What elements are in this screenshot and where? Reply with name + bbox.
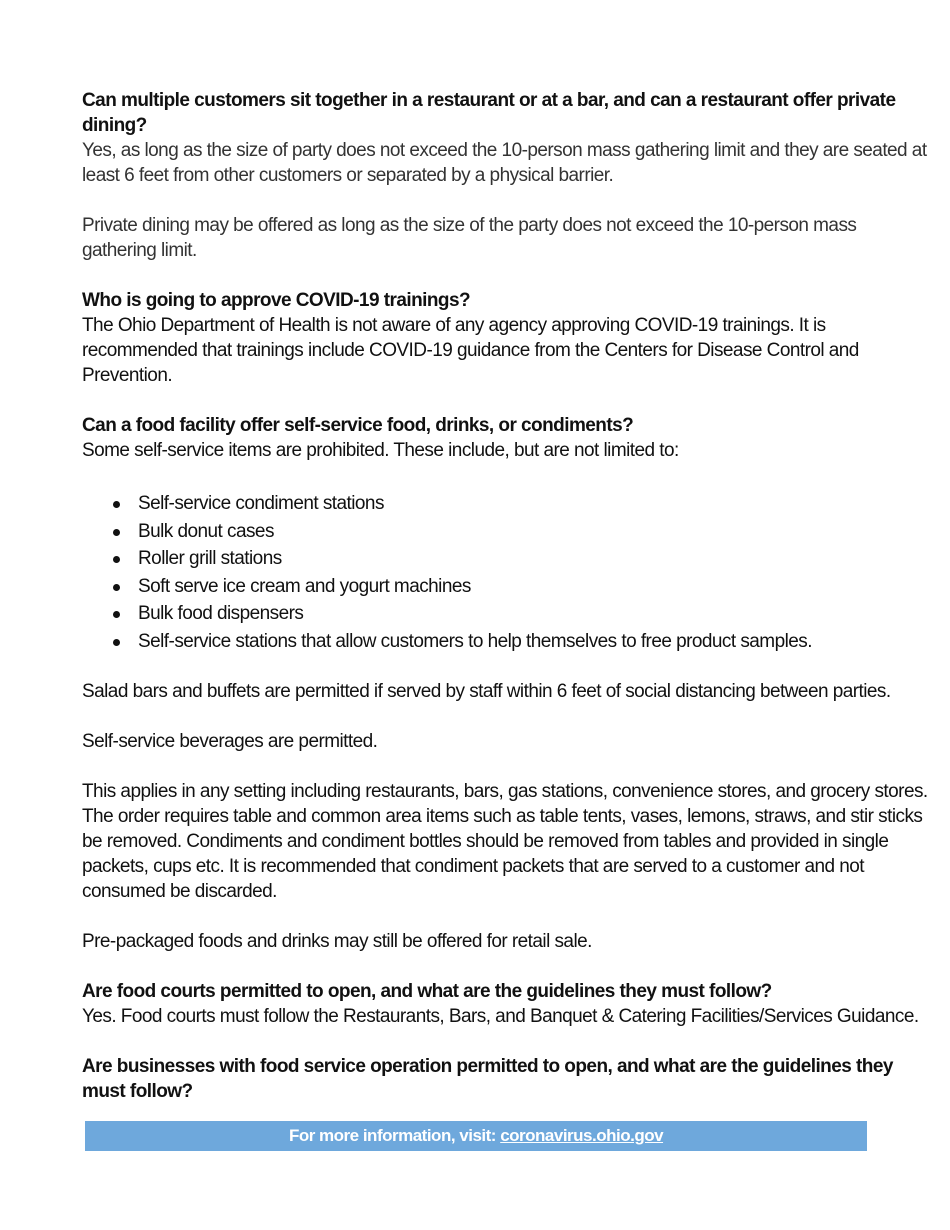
- footer-prefix: For more information, visit:: [288, 1126, 501, 1145]
- bullet-icon: [113, 501, 120, 508]
- faq-question-food-service-businesses: Are businesses with food service operation permitted to open, and what are the guidelines they must follow?: [82, 1055, 893, 1102]
- faq-question-food-courts: Are food courts permitted to open, and what are the guidelines they must follow?: [82, 980, 772, 1002]
- faq-answer-trainings: The Ohio Department of Health is not aware of any agency approving COVID-19 trainings. It is recommended that trainings include COVID-19 guidance from the Centers for Disease Control and Prevention.: [82, 315, 859, 386]
- bullet-icon: [113, 529, 120, 536]
- bullet-icon: [113, 584, 120, 591]
- list-item: Self-service stations that allow customers to help themselves to free product samples.: [138, 628, 932, 656]
- list-item: Bulk food dispensers: [138, 600, 932, 628]
- footer-info-bar: [85, 1121, 867, 1151]
- faq-answer-private-dining: Private dining may be offered as long as the size of the party does not exceed the 10-person mass gathering limit.: [82, 215, 857, 261]
- salad-bars-paragraph: Salad bars and buffets are permitted if served by staff within 6 feet of social distancing between parties.: [82, 680, 891, 702]
- faq-question-multiple-customers: Can multiple customers sit together in a restaurant or at a bar, and can a restaurant offer private dining?: [82, 90, 896, 136]
- prohibited-items-list: [82, 490, 932, 656]
- coronavirus-ohio-link[interactable]: coronavirus.ohio.gov: [500, 1126, 664, 1145]
- faq-answer-food-courts: Yes. Food courts must follow the Restaurants, Bars, and Banquet & Catering Facilities/Services Guidance.: [82, 1005, 919, 1027]
- list-item: Bulk donut cases: [138, 518, 932, 546]
- bullet-icon: [113, 611, 120, 618]
- faq-question-self-service: Can a food facility offer self-service food, drinks, or condiments?: [82, 415, 634, 436]
- faq-answer-self-service-intro: Some self-service items are prohibited. These include, but are not limited to:: [82, 440, 679, 461]
- bullet-icon: [113, 639, 120, 646]
- faq-answer-multiple-customers: Yes, as long as the size of party does not exceed the 10-person mass gathering limit and they are seated at least 6 feet from other customers or separated by a physical barrier.: [82, 140, 927, 186]
- list-item: Soft serve ice cream and yogurt machines: [138, 573, 932, 601]
- settings-paragraph: This applies in any setting including restaurants, bars, gas stations, convenience stores, and grocery stores. The order requires table and common area items such as table tents, vases, lemons, straws, and stir sticks be removed. Condiments and condiment bottles should be removed from tables and provided in single packets, cups etc. It is recommended that condiment packets that are served to a customer and not consumed be discarded.: [82, 780, 928, 902]
- list-item: Roller grill stations: [138, 545, 932, 573]
- prepackaged-paragraph: Pre-packaged foods and drinks may still be offered for retail sale.: [82, 930, 592, 952]
- list-item: Self-service condiment stations: [138, 490, 932, 518]
- faq-question-trainings: Who is going to approve COVID-19 trainings?: [82, 290, 471, 311]
- bullet-icon: [113, 556, 120, 563]
- beverages-paragraph: Self-service beverages are permitted.: [82, 730, 378, 752]
- document-body: [82, 88, 932, 1104]
